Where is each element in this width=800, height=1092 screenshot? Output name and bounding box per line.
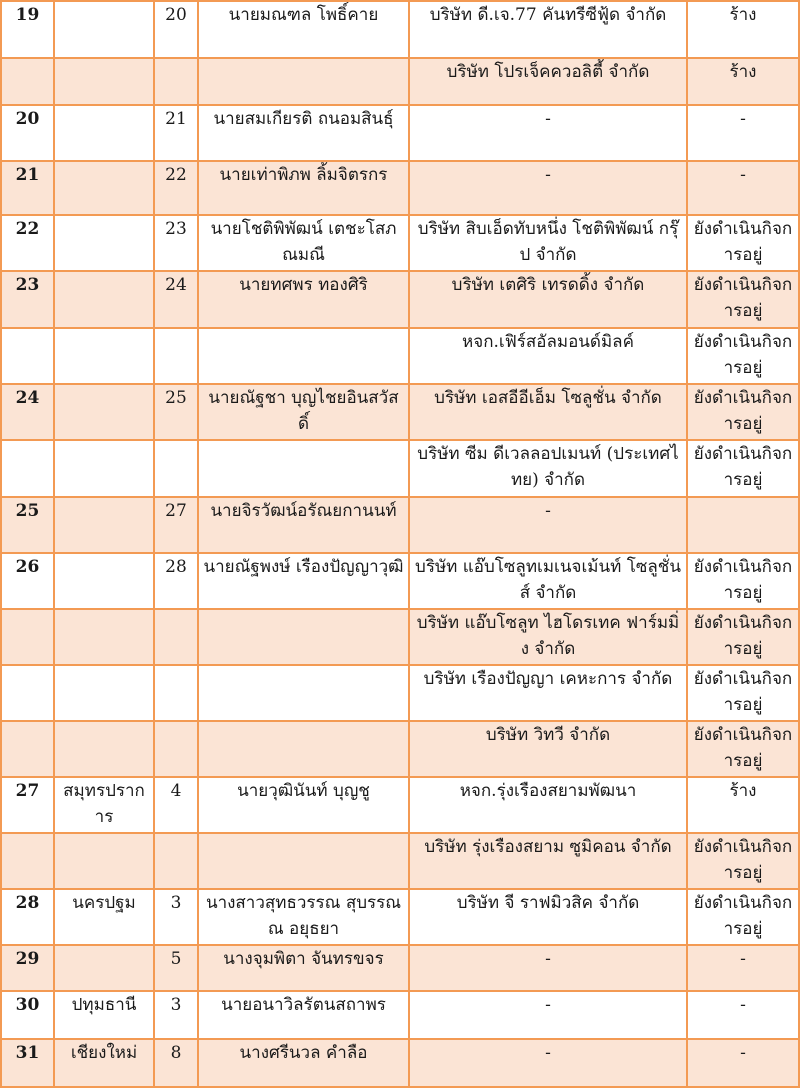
cell-name [198,721,409,777]
cell-company: บริษัท เรืองปัญญา เคหะการ จำกัด [409,665,687,721]
table-row [1,440,799,497]
cell-company: บริษัท ซีม ดีเวลลอปเมนท์ (ประเทศไทย) จำกัด [409,440,687,497]
cell-province [54,721,154,777]
cell-status [687,497,799,553]
cell-company: บริษัท สิบเอ็ดทับหนึ่ง โชติพิพัฒน์ กรุ๊ป จำกัด [409,215,687,271]
table-row [1,777,799,833]
cell-name [198,58,409,105]
cell-name [198,609,409,665]
cell-province [54,215,154,271]
cell-seq: 20 [154,1,198,58]
cell-company: บริษัท เตศิริ เทรดดิ้ง จำกัด [409,271,687,328]
cell-no [1,721,54,777]
cell-province: เชียงใหม่ [54,1039,154,1087]
cell-status: ยังดำเนินกิจการอยู่ [687,440,799,497]
cell-company: บริษัท แอ๊บโซลูทเมเนจเม้นท์ โซลูชั่นส์ จำกัด [409,553,687,609]
cell-company: บริษัท ดี.เจ.77 คันทรีซีฟู้ด จำกัด [409,1,687,58]
cell-status: ร้าง [687,1,799,58]
table-row [1,497,799,553]
table-row [1,271,799,328]
cell-province [54,384,154,440]
cell-no: 29 [1,945,54,991]
cell-seq: 25 [154,384,198,440]
cell-seq: 28 [154,553,198,609]
cell-province [54,609,154,665]
cell-province [54,328,154,384]
cell-province [54,440,154,497]
cell-company: บริษัท รุ่งเรืองสยาม ซูมิคอน จำกัด [409,833,687,889]
table-row [1,1039,799,1087]
cell-province: นครปฐม [54,889,154,945]
cell-name: นายณัฐพงษ์ เรืองปัญญาวุฒิ [198,553,409,609]
cell-seq: 21 [154,105,198,161]
cell-province [54,161,154,215]
cell-no: 30 [1,991,54,1039]
cell-company: - [409,945,687,991]
cell-no: 24 [1,384,54,440]
cell-seq [154,833,198,889]
cell-no: 23 [1,271,54,328]
cell-name: นายจิรวัฒน์อรัณยกานนท์ [198,497,409,553]
cell-company: บริษัท วิทวี จำกัด [409,721,687,777]
cell-seq: 27 [154,497,198,553]
cell-company: - [409,161,687,215]
cell-no [1,833,54,889]
cell-company: - [409,497,687,553]
cell-name: นายโชติพิพัฒน์ เตชะโสภณมณี [198,215,409,271]
cell-name [198,440,409,497]
table-body [1,1,799,1087]
cell-province [54,833,154,889]
cell-seq [154,665,198,721]
table-row [1,665,799,721]
cell-status: - [687,161,799,215]
cell-no: 20 [1,105,54,161]
table-row [1,215,799,271]
cell-name: นางจุมพิตา จันทรขจร [198,945,409,991]
cell-status: - [687,991,799,1039]
cell-province [54,271,154,328]
table-row [1,609,799,665]
cell-name [198,665,409,721]
cell-province [54,665,154,721]
cell-province: สมุทรปราการ [54,777,154,833]
cell-no: 21 [1,161,54,215]
cell-seq [154,58,198,105]
table-row [1,1,799,58]
cell-no [1,609,54,665]
table-row [1,384,799,440]
table-row [1,833,799,889]
cell-no: 27 [1,777,54,833]
table-row [1,889,799,945]
cell-company: หจก.เฟิร์สอัลมอนด์มิลค์ [409,328,687,384]
cell-no: 26 [1,553,54,609]
cell-no [1,440,54,497]
cell-no: 31 [1,1039,54,1087]
table-row [1,105,799,161]
cell-province [54,945,154,991]
cell-name [198,328,409,384]
cell-no: 28 [1,889,54,945]
cell-no [1,665,54,721]
cell-seq: 3 [154,991,198,1039]
cell-company: บริษัท โปรเจ็คควอลิตี้ จำกัด [409,58,687,105]
cell-province [54,105,154,161]
cell-name: นายอนาวิลรัตนสถาพร [198,991,409,1039]
cell-status: ยังดำเนินกิจการอยู่ [687,553,799,609]
table-row [1,328,799,384]
cell-province [54,553,154,609]
cell-name: นายวุฒินันท์ บุญชู [198,777,409,833]
cell-status: ร้าง [687,777,799,833]
cell-status: ยังดำเนินกิจการอยู่ [687,721,799,777]
cell-seq: 8 [154,1039,198,1087]
cell-seq: 5 [154,945,198,991]
table-row [1,161,799,215]
cell-name: นายเท่าพิภพ ลิ้มจิตรกร [198,161,409,215]
cell-name: นายณัฐชา บุญไชยอินสวัสดิ์ [198,384,409,440]
cell-status: - [687,945,799,991]
cell-no: 25 [1,497,54,553]
cell-seq [154,721,198,777]
cell-name: นายทศพร ทองศิริ [198,271,409,328]
cell-status: ยังดำเนินกิจการอยู่ [687,665,799,721]
table-row [1,991,799,1039]
cell-seq [154,609,198,665]
cell-status: ยังดำเนินกิจการอยู่ [687,833,799,889]
cell-seq: 3 [154,889,198,945]
cell-status: ยังดำเนินกิจการอยู่ [687,384,799,440]
cell-status: ยังดำเนินกิจการอยู่ [687,609,799,665]
cell-no: 22 [1,215,54,271]
cell-status: - [687,105,799,161]
cell-seq: 4 [154,777,198,833]
cell-seq: 23 [154,215,198,271]
table-row [1,945,799,991]
cell-name [198,833,409,889]
cell-name: นางสาวสุทธวรรณ สุบรรณ ณ อยุธยา [198,889,409,945]
table-row [1,58,799,105]
cell-seq [154,440,198,497]
cell-status: ร้าง [687,58,799,105]
cell-name: นายมณฑล โพธิ์คาย [198,1,409,58]
cell-seq [154,328,198,384]
cell-company: บริษัท จี ราฟมิวสิค จำกัด [409,889,687,945]
cell-seq: 22 [154,161,198,215]
cell-name: นางศรีนวล คำลือ [198,1039,409,1087]
cell-status: - [687,1039,799,1087]
cell-status: ยังดำเนินกิจการอยู่ [687,215,799,271]
cell-company: บริษัท แอ๊บโซลูท ไฮโดรเทค ฟาร์มมิ่ง จำกัด [409,609,687,665]
cell-company: หจก.รุ่งเรืองสยามพัฒนา [409,777,687,833]
cell-company: บริษัท เอสอีอีเอ็ม โซลูชั่น จำกัด [409,384,687,440]
cell-company: - [409,1039,687,1087]
cell-no [1,328,54,384]
table-row [1,553,799,609]
cell-seq: 24 [154,271,198,328]
cell-province [54,497,154,553]
cell-province [54,1,154,58]
cell-province: ปทุมธานี [54,991,154,1039]
table-row [1,721,799,777]
cell-name: นายสมเกียรติ ถนอมสินธุ์ [198,105,409,161]
cell-status: ยังดำเนินกิจการอยู่ [687,328,799,384]
cell-company: - [409,105,687,161]
cell-status: ยังดำเนินกิจการอยู่ [687,271,799,328]
cell-no: 19 [1,1,54,58]
cell-no [1,58,54,105]
cell-company: - [409,991,687,1039]
cell-province [54,58,154,105]
cell-status: ยังดำเนินกิจการอยู่ [687,889,799,945]
